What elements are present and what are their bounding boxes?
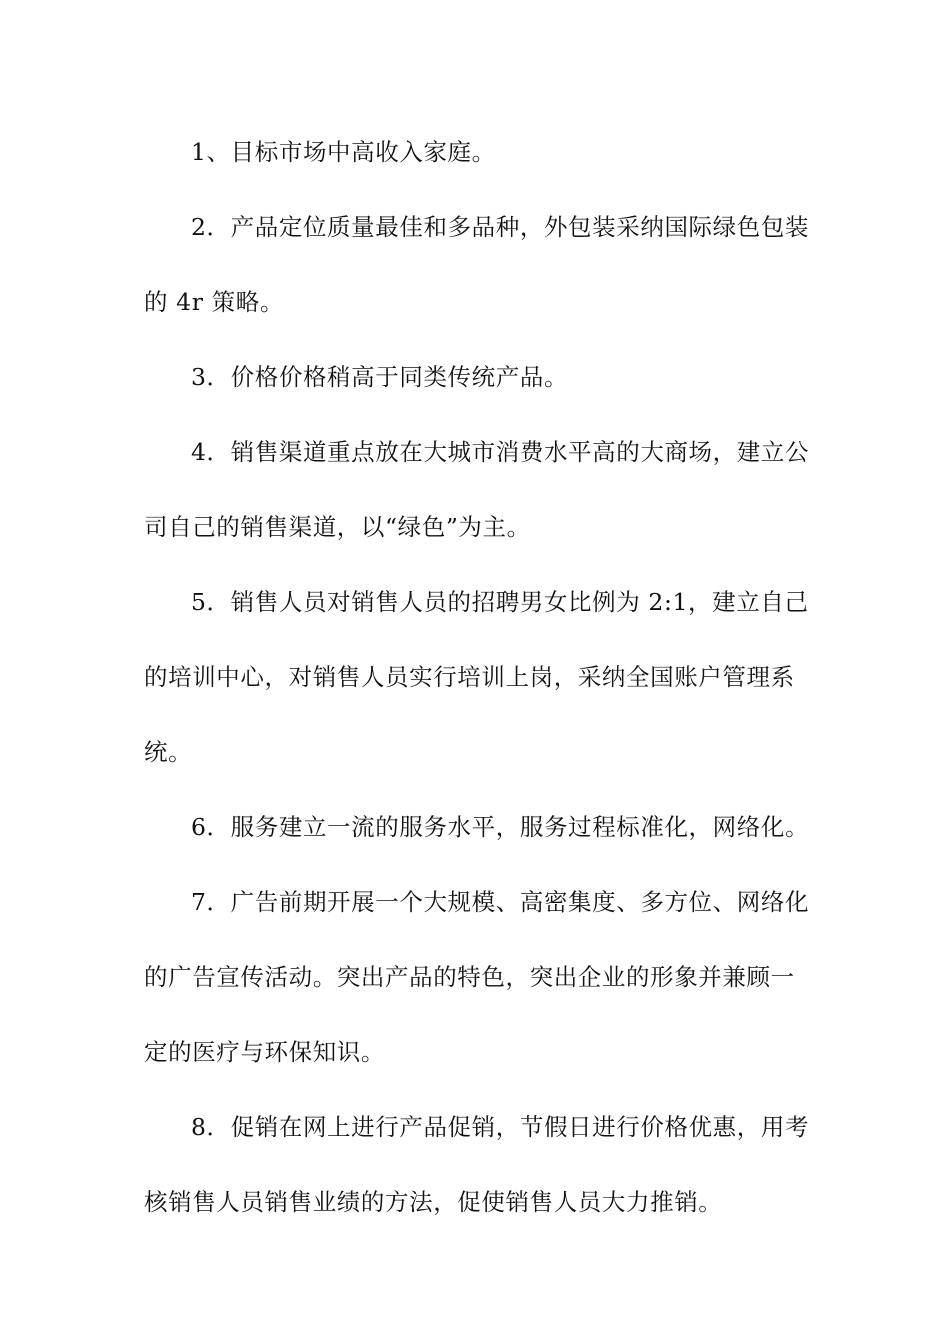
paragraph-3: 3．价格价格稍高于同类传统产品。: [191, 363, 569, 391]
paragraph-6: 6．服务建立一流的服务水平，服务过程标准化，网络化。: [191, 813, 810, 841]
document-body: [144, 115, 812, 1240]
paragraph-7: 7．广告前期开展一个大规模、高密集度、多方位、网络化的广告宣传活动。突出产品的特色，突出企业的形象并兼顾一定的医疗与环保知识。: [144, 888, 810, 1066]
paragraph-4: 4．销售渠道重点放在大城市消费水平高的大商场，建立公司自己的销售渠道，以“绿色”为主。: [144, 438, 810, 541]
paragraph-5: 5．销售人员对销售人员的招聘男女比例为 2:1，建立自己的培训中心，对销售人员实行培训上岗，采纳全国账户管理系统。: [144, 588, 809, 766]
paragraph-2: 2．产品定位质量最佳和多品种，外包装采纳国际绿色包装的 4r 策略。: [144, 213, 810, 316]
paragraph-1: 1、目标市场中高收入家庭。: [191, 138, 496, 166]
paragraph-8: 8．促销在网上进行产品促销，节假日进行价格优惠，用考核销售人员销售业绩的方法，促使销售人员大力推销。: [144, 1113, 810, 1216]
